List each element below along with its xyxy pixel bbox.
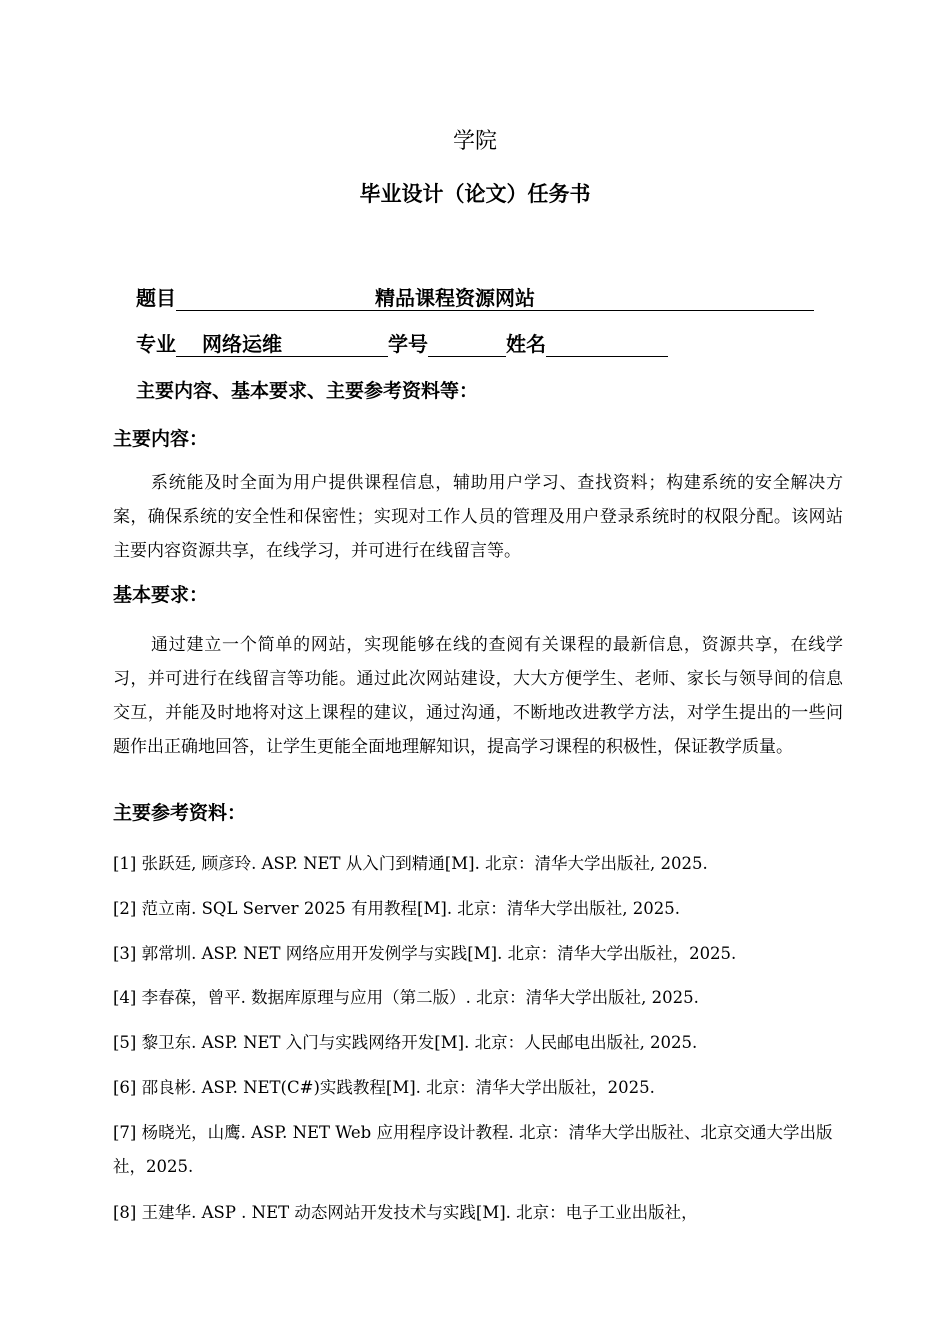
topic-line [136, 282, 814, 311]
student-id-value [428, 332, 506, 357]
reference-item: [5] 黎卫东. ASP. NET 入门与实践网络开发[M]. 北京：人民邮电出版社, 2025. [113, 1033, 698, 1052]
reference-item: [2] 范立南. SQL Server 2025 有用教程[M]. 北京：清华大学出版社, 2025. [113, 899, 681, 918]
topic-label: 题目 [136, 286, 176, 310]
reference-item: [4] 李春葆，曾平. 数据库原理与应用（第二版）. 北京：清华大学出版社, 2025. [113, 988, 699, 1007]
major-label: 专业 [136, 332, 176, 356]
reference-item: [6] 邵良彬. ASP. NET(C#)实践教程[M]. 北京：清华大学出版社，2025. [113, 1078, 655, 1097]
references-heading: 主要参考资料： [113, 802, 247, 824]
reference-item: [8] 王建华. ASP . NET 动态网站开发技术与实践[M]. 北京：电子工业出版社， [113, 1203, 698, 1222]
section-intro: 主要内容、基本要求、主要参考资料等： [136, 380, 479, 402]
name-value [546, 332, 668, 357]
major-value: 网络运维 [176, 332, 388, 357]
student-id-label: 学号 [388, 332, 428, 356]
reference-item: [3] 郭常圳. ASP. NET 网络应用开发例学与实践[M]. 北京：清华大学出版社，2025. [113, 944, 737, 963]
basic-requirements-text: 通过建立一个简单的网站，实现能够在线的查阅有关课程的最新信息，资源共享，在线学习，并可进行在线留言等功能。通过此次网站建设，大大方便学生、老师、家长与领导间的信息交互，并能及时地将对这上课程的建议，通过沟通，不断地改进教学方法，对学生提出的一些问题作出正确地回答，让学生更能全面地理解知识，提高学习课程的积极性，保证教学质量。 [113, 635, 843, 757]
reference-item: [7] 杨晓光，山鹰. ASP. NET Web 应用程序设计教程. 北京：清华大学出版社、北京交通大学出版社，2025. [113, 1123, 833, 1176]
document-title: 毕业设计（论文）任务书 [359, 182, 591, 206]
reference-item: [1] 张跃廷, 顾彦玲. ASP. NET 从入门到精通[M]. 北京：清华大学出版社, 2025. [113, 854, 708, 873]
name-label: 姓名 [506, 332, 546, 356]
main-content-heading: 主要内容： [113, 428, 209, 450]
main-content-text: 系统能及时全面为用户提供课程信息，辅助用户学习、查找资料；构建系统的安全解决方案，确保系统的安全性和保密性；实现对工作人员的管理及用户登录系统时的权限分配。该网站主要内容资源共享，在线学习，并可进行在线留言等。 [113, 473, 843, 561]
student-info-line [136, 328, 668, 357]
topic-value: 精品课程资源网站 [176, 286, 814, 311]
basic-requirements-heading: 基本要求： [113, 584, 209, 606]
college-name: 学院 [452, 129, 497, 154]
